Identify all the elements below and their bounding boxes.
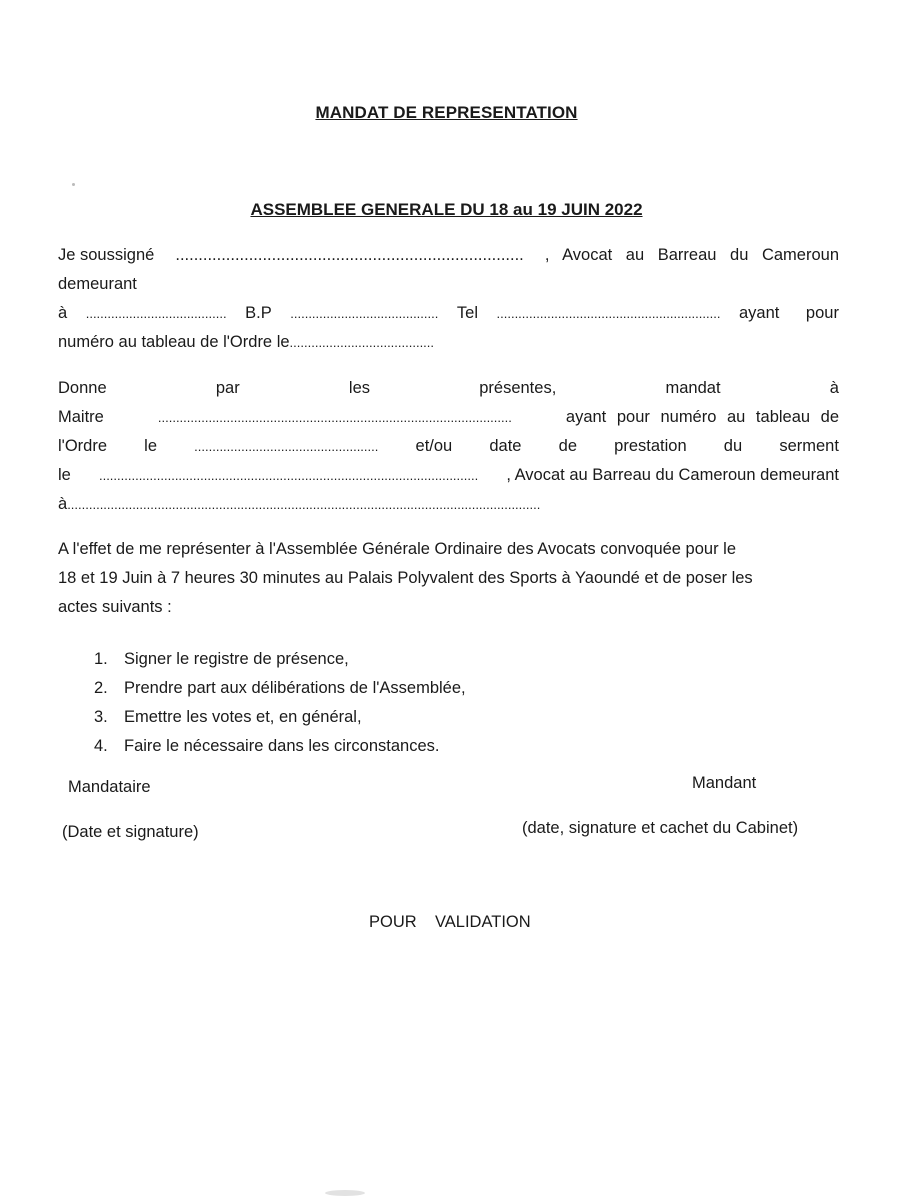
text-segment: actes suivants : [58,598,172,616]
text-segment: mandat [665,379,721,397]
text-segment: à [58,304,68,322]
list-number: 2. [94,679,108,697]
text-segment: à [58,495,68,513]
scan-speck [325,1190,365,1196]
list-item-text: Emettre les votes et, en général, [124,708,362,726]
mandant-signature-note: (date, signature et cachet du Cabinet) [522,819,799,837]
fill-in-blank-oath-date: ......................................................................................................... [98,468,479,483]
list-item [94,645,466,674]
text-segment: les [348,379,371,397]
text-segment: date [489,437,522,455]
text-segment: B.P [245,304,272,322]
text-segment: Tel [456,304,478,322]
mandant-label: Mandant [692,774,757,792]
document-subtitle: ASSEMBLEE GENERALE DU 18 au 19 JUIN 2022 [250,200,643,219]
list-item-text: Signer le registre de présence, [124,650,349,668]
text-segment: le [144,437,157,455]
text-segment: Je soussigné [58,246,155,264]
text-segment: du [723,437,743,455]
text-segment: à [829,379,839,397]
text-segment: serment [779,437,839,455]
fill-in-blank-phone: .............................................................. [496,306,721,321]
text-segment: Maitre [58,408,104,426]
text-segment: par [215,379,240,397]
list-item [94,703,466,732]
mandataire-signature-note: (Date et signature) [62,823,199,841]
list-number: 3. [94,708,108,726]
text-segment: l'Ordre [58,437,107,455]
purpose-line-2 [58,564,843,593]
text-segment: , Avocat au Barreau du Cameroun demeurant [506,466,839,484]
mandator-line-2 [58,270,839,299]
list-item [94,732,466,761]
text-segment: présentes, [479,379,557,397]
mandate-paragraph [58,374,839,519]
text-segment: ayant pour [738,304,839,322]
purpose-paragraph [58,535,843,622]
fill-in-blank-address: ....................................... [85,306,227,321]
text-segment: et/ou [415,437,453,455]
mandate-line-5 [58,490,839,519]
document-title: MANDAT DE REPRESENTATION [315,103,578,122]
actions-list [94,645,466,761]
fill-in-blank-registration-date: ................................................... [194,439,379,454]
scan-speck [72,183,75,186]
mandate-line-2 [58,403,839,432]
text-segment: prestation [614,437,687,455]
text-segment: ayant pour numéro au tableau de [565,408,839,426]
list-number: 4. [94,737,108,755]
validation-label: POUR VALIDATION [369,913,531,931]
mandate-line-3 [58,432,839,461]
text-segment: Donne [58,379,107,397]
text-segment: le [58,466,71,484]
mandator-line-1 [58,241,839,270]
fill-in-blank-registration: ........................................ [289,335,435,350]
text-segment: 18 et 19 Juin à 7 heures 30 minutes au Palais Polyvalent des Sports à Yaoundé et de poser les [58,569,753,587]
list-item-text: Prendre part aux délibérations de l'Assemblée, [124,679,466,697]
mandate-line-1 [58,374,839,403]
fill-in-blank-lawyer-name: .................................................................................................. [157,410,512,425]
text-segment: demeurant [58,275,137,293]
purpose-line-1 [58,535,843,564]
list-item [94,674,466,703]
text-segment: de [558,437,578,455]
mandator-line-3 [58,299,839,328]
purpose-line-3 [58,593,843,622]
mandate-line-4 [58,461,839,490]
mandator-line-4 [58,328,839,357]
text-segment: numéro au tableau de l'Ordre le [58,333,290,351]
text-segment: , Avocat au Barreau du Cameroun [544,246,839,264]
list-number: 1. [94,650,108,668]
fill-in-blank-name: ............................................................................ [175,246,524,264]
fill-in-blank-po-box: ......................................... [290,306,439,321]
fill-in-blank-lawyer-address: ................................................................................................................................... [67,497,541,512]
mandataire-label: Mandataire [68,778,151,796]
list-item-text: Faire le nécessaire dans les circonstances. [124,737,440,755]
text-segment: A l'effet de me représenter à l'Assemblée Générale Ordinaire des Avocats convoquée pour le [58,540,737,558]
mandator-identity-paragraph [58,241,839,357]
